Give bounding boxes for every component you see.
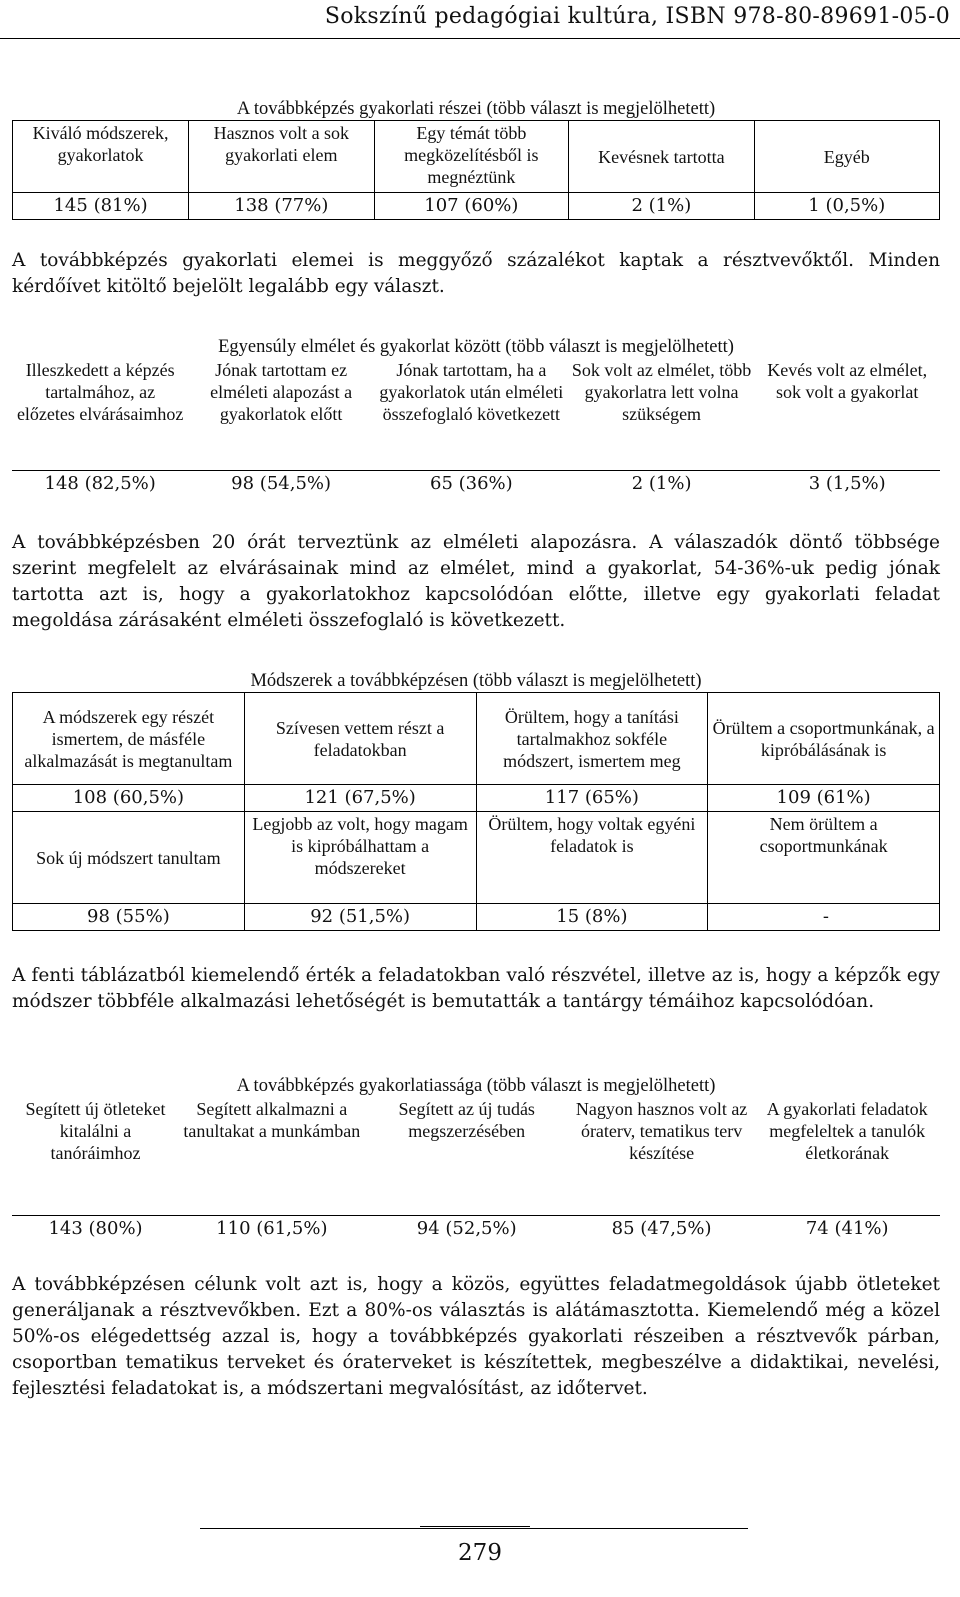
table3-header: A módszerek egy részét ismertem, de másféle alkalmazását is megtanultam xyxy=(13,693,245,785)
table1-header: Hasznos volt a sok gyakorlati elem xyxy=(189,121,374,193)
table1 xyxy=(12,120,940,220)
table3-value: 117 (65%) xyxy=(476,785,708,812)
table3-value: 92 (51,5%) xyxy=(244,904,476,931)
table3-value: 109 (61%) xyxy=(708,785,940,812)
table4-value: 85 (47,5%) xyxy=(611,1217,712,1239)
header-title: Sokszínű pedagógiai kultúra, ISBN 978-80-89691-05-0 xyxy=(324,4,950,29)
table1-header: Kiváló módszerek, gyakorlatok xyxy=(13,121,189,193)
table2-value: 3 (1,5%) xyxy=(808,472,886,494)
table2-block xyxy=(12,336,940,497)
paragraph-1: A továbbképzés gyakorlati elemei is meggyőző százalékot kaptak a résztvevőktől. Minden kérdőívet kitöltő bejelölt legalább egy választ. xyxy=(12,250,940,297)
header-rule xyxy=(0,38,960,39)
page-header xyxy=(0,2,960,42)
table1-header: Kevésnek tartotta xyxy=(569,121,754,193)
page-number: 279 xyxy=(458,1540,502,1566)
table1-value: 107 (60%) xyxy=(374,193,569,220)
table3-header: Örültem, hogy a tanítási tartalmakhoz sokféle módszert, ismertem meg xyxy=(476,693,708,785)
table3-header: Nem örültem a csoportmunkának xyxy=(708,812,940,904)
table2-header: Illeszkedett a képzés tartalmához, az előzetes elvárásaimhoz xyxy=(12,358,188,470)
table2-header: Kevés volt az elmélet, sok volt a gyakorlat xyxy=(754,358,940,470)
table1-value: 2 (1%) xyxy=(569,193,754,220)
table1-header: Egyéb xyxy=(754,121,939,193)
table3 xyxy=(12,692,940,931)
table4-value: 94 (52,5%) xyxy=(416,1217,517,1239)
table1-value: 1 (0,5%) xyxy=(754,193,939,220)
paragraph-4: A továbbképzésen célunk volt azt is, hogy a közös, együttes feladatmegoldások újabb ötleteket generáljanak a résztvevőkben. Ezt a 80%-os választás is alátámasztotta. Kiemelendő még a közel 50%-os elégedettség azzal is, hogy a továbbképzés gyakorlati részeiben a résztvevők párban, csoportban tematikus terveket és óraterveket is készítettek, megbeszélve a didaktikai, nevelési, fejlesztési feladatokat is, a módszertani megvalósítást, az időtervet. xyxy=(12,1274,940,1399)
table3-header: Legjobb az volt, hogy magam is kipróbálhattam a módszereket xyxy=(244,812,476,904)
paragraph-2: A továbbképzésben 20 órát terveztünk az elméleti alapozásra. A válaszadók döntő többsége szerint megfelelt az elvárásainak mind az elmélet, mind a gyakorlat, 54-36%-uk pedig jónak tartotta azt is, hogy a gyakorlatokhoz kapcsolódóan előtte, illetve egy gyakorlati feladat megoldása zárásaként elméleti összefoglaló is következett. xyxy=(12,532,940,631)
table1-caption: A továbbképzés gyakorlati részei (több választ is megjelölhetett) xyxy=(236,99,716,119)
table2-value: 98 (54,5%) xyxy=(231,472,332,494)
table4-value: 74 (41%) xyxy=(805,1217,889,1239)
table4-value: 143 (80%) xyxy=(48,1217,143,1239)
table4-caption: A továbbképzés gyakorlatiassága (több választ is megjelölhetett) xyxy=(236,1076,716,1096)
table2 xyxy=(12,358,940,497)
table3-header: Sok új módszert tanultam xyxy=(13,812,245,904)
table4-header: Segített alkalmazni a tanultakat a munkámban xyxy=(179,1097,365,1215)
table4-header: Segített új ötleteket kitalálni a tanóráimhoz xyxy=(12,1097,179,1215)
table4-header: Nagyon hasznos volt az óraterv, tematikus terv készítése xyxy=(569,1097,755,1215)
table4 xyxy=(12,1097,940,1242)
table3-header: Örültem a csoportmunkának, a kipróbálásának is xyxy=(708,693,940,785)
paragraph-3: A fenti táblázatból kiemelendő érték a feladatokban való részvétel, illetve az is, hogy a képzők egy módszer többféle alkalmazási lehetőségét is bemutatták a tantárgy témáihoz kapcsolódóan. xyxy=(12,965,940,1012)
table4-block xyxy=(12,1075,940,1242)
table1-value: 145 (81%) xyxy=(13,193,189,220)
footer-rule-short xyxy=(420,1526,530,1527)
table1-value: 138 (77%) xyxy=(189,193,374,220)
table4-value: 110 (61,5%) xyxy=(216,1217,328,1239)
table3-value: 15 (8%) xyxy=(476,904,708,931)
table3-block xyxy=(12,670,940,931)
table3-header: Szívesen vettem részt a feladatokban xyxy=(244,693,476,785)
table1-header: Egy témát több megközelítésből is megnéztünk xyxy=(374,121,569,193)
table1-block xyxy=(12,98,940,220)
table2-caption: Egyensúly elmélet és gyakorlat között (több választ is megjelölhetett) xyxy=(218,337,734,357)
table2-value: 2 (1%) xyxy=(631,472,692,494)
table2-header: Jónak tartottam, ha a gyakorlatok után elméleti összefoglaló következett xyxy=(374,358,569,470)
table2-header: Jónak tartottam ez elméleti alapozást a gyakorlatok előtt xyxy=(188,358,374,470)
table3-value: 98 (55%) xyxy=(13,904,245,931)
table3-value: 108 (60,5%) xyxy=(13,785,245,812)
footer-rule xyxy=(200,1528,748,1529)
table3-value: 121 (67,5%) xyxy=(244,785,476,812)
table3-value: - xyxy=(708,904,940,931)
table2-header: Sok volt az elmélet, több gyakorlatra lett volna szükségem xyxy=(569,358,755,470)
table3-caption: Módszerek a továbbképzésen (több választ is megjelölhetett) xyxy=(250,671,702,691)
table4-header: Segített az új tudás megszerzésében xyxy=(365,1097,569,1215)
table4-header: A gyakorlati feladatok megfeleltek a tanulók életkorának xyxy=(754,1097,940,1215)
table3-header: Örültem, hogy voltak egyéni feladatok is xyxy=(476,812,708,904)
table2-value: 65 (36%) xyxy=(430,472,513,494)
table2-value: 148 (82,5%) xyxy=(44,472,156,494)
